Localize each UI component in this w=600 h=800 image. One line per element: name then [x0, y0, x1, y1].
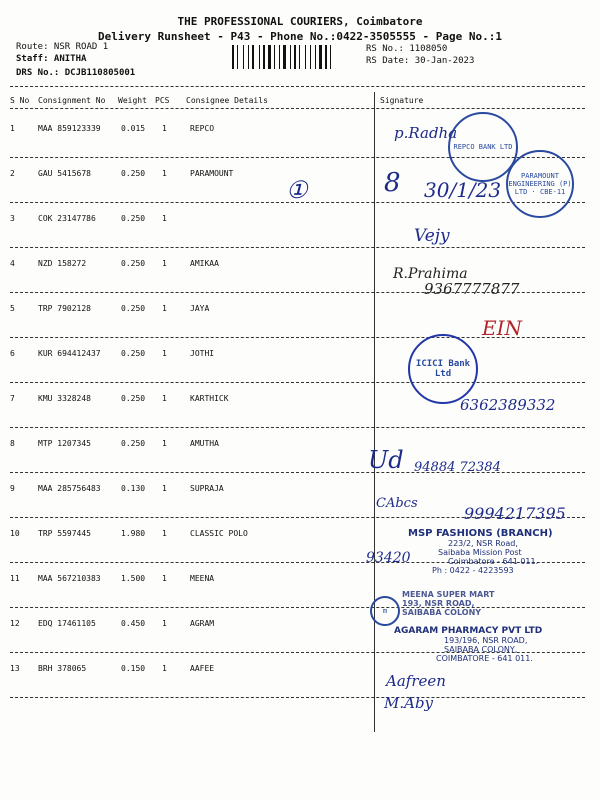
- signature-column-divider: [374, 92, 375, 732]
- row-sno: 5: [10, 304, 15, 313]
- barcode-bar: [252, 45, 254, 69]
- row-consignee: AGRAM: [190, 619, 215, 628]
- row-pcs: 1: [162, 574, 167, 583]
- barcode-bar: [287, 45, 289, 69]
- date-row2: 30/1/23: [424, 178, 502, 202]
- row-consignee: CLASSIC POLO: [190, 529, 248, 538]
- paramount-stamp: PARAMOUNT ENGINEERING (P) LTD · CBE-11: [506, 150, 574, 218]
- col-consignment: Consignment No: [38, 96, 106, 105]
- row-sno: 13: [10, 664, 20, 673]
- row-consignee: AAFEE: [190, 664, 215, 673]
- signature-row13: Aafreen: [386, 672, 446, 690]
- barcode-bar: [248, 45, 249, 69]
- row-pcs: 1: [162, 664, 167, 673]
- col-weight: Weight: [118, 96, 147, 105]
- row-weight: 0.250: [121, 394, 146, 403]
- row-consignment: COK 23147786: [38, 214, 96, 223]
- phone-row8: 94884 72384: [414, 460, 501, 475]
- row-consignment: TRP 7902128: [38, 304, 91, 313]
- barcode-bar: [272, 45, 273, 69]
- row-pcs: 1: [162, 259, 167, 268]
- barcode-bar: [243, 45, 244, 69]
- col-pcs: PCS: [155, 96, 170, 105]
- row-pcs: 1: [162, 619, 167, 628]
- row-consignee: PARAMOUNT: [190, 169, 234, 178]
- row-consignment: KUR 694412437: [38, 349, 101, 358]
- row-sno: 8: [10, 439, 15, 448]
- row-sno: 10: [10, 529, 20, 538]
- barcode-bar: [315, 45, 316, 69]
- barcode-bar: [312, 45, 314, 69]
- circled-mark: ①: [286, 176, 308, 204]
- barcode-bar: [292, 45, 293, 69]
- phone-row7: 6362389332: [460, 396, 556, 414]
- drs-number: DRS No.: DCJB110805001: [16, 68, 136, 78]
- row-pcs: 1: [162, 349, 167, 358]
- barcode-bar: [268, 45, 271, 69]
- phone-row10: 93420: [366, 550, 411, 566]
- barcode-bar: [305, 45, 306, 69]
- signature-row8: Ud: [368, 446, 404, 474]
- row-consignment: MAA 285756483: [38, 484, 101, 493]
- row-pcs: 1: [162, 124, 167, 133]
- row-consignee: JOTHI: [190, 349, 215, 358]
- barcode-bar: [301, 45, 304, 69]
- barcode-bar: [232, 45, 234, 69]
- row-separator: [10, 427, 585, 428]
- barcode-bar: [317, 45, 318, 69]
- row-consignment: EDQ 17461105: [38, 619, 96, 628]
- row-consignment: KMU 3328248: [38, 394, 91, 403]
- row-pcs: 1: [162, 394, 167, 403]
- header-rule-bottom: [10, 108, 585, 109]
- mm-logo-stamp: m: [370, 596, 400, 626]
- row-sno: 3: [10, 214, 15, 223]
- barcode-bar: [250, 45, 251, 69]
- barcode-bar: [237, 45, 238, 69]
- header-rule-top: [10, 86, 585, 87]
- row-weight: 1.980: [121, 529, 146, 538]
- barcode-bar: [283, 45, 286, 69]
- barcode-bar: [325, 45, 327, 69]
- barcode-bar: [239, 45, 242, 69]
- row-consignment: MAA 567210383: [38, 574, 101, 583]
- row-consignment: MTP 1207345: [38, 439, 91, 448]
- barcode-bar: [323, 45, 324, 69]
- row-consignment: NZD 158272: [38, 259, 87, 268]
- barcode-bar: [279, 45, 280, 69]
- barcode-bar: [332, 45, 334, 69]
- row-sno: 12: [10, 619, 20, 628]
- row-weight: 0.250: [121, 169, 146, 178]
- barcode-bar: [297, 45, 298, 69]
- row-weight: 0.250: [121, 349, 146, 358]
- barcode-bar: [259, 45, 260, 69]
- barcode-bar: [281, 45, 282, 69]
- row-sno: 6: [10, 349, 15, 358]
- barcode-bar: [299, 45, 300, 69]
- barcode-bar: [276, 45, 278, 69]
- col-consignee: Consignee Details: [186, 96, 268, 105]
- sheet-title: THE PROFESSIONAL COURIERS, Coimbatore: [177, 15, 423, 28]
- agaram-pharmacy-stamp: AGARAM PHARMACY PVT LTD 193/196, NSR ROAD, SAIBABA COLONY, COIMBATORE - 641 011.: [394, 626, 543, 663]
- signature-row1: p.Radha: [394, 124, 458, 142]
- row-consignment: TRP 5597445: [38, 529, 91, 538]
- row-sno: 7: [10, 394, 15, 403]
- row-consignee: MEENA: [190, 574, 215, 583]
- barcode-bar: [319, 45, 322, 69]
- row-consignee: AMIKAA: [190, 259, 219, 268]
- row-weight: 1.500: [121, 574, 146, 583]
- barcode-bar: [274, 45, 275, 69]
- signature-row13b: M.Aby: [384, 694, 434, 712]
- rs-number: RS No.: 1108050: [366, 44, 448, 54]
- barcode-bar: [263, 45, 265, 69]
- row-pcs: 1: [162, 529, 167, 538]
- ein-mark: EIN: [482, 316, 522, 340]
- row-pcs: 1: [162, 484, 167, 493]
- barcode-bar: [290, 45, 291, 69]
- signature-row2: 8: [384, 168, 401, 198]
- row-separator: [10, 607, 585, 608]
- barcode-bar: [294, 45, 296, 69]
- barcode-bar: [255, 45, 258, 69]
- barcode-bar: [328, 45, 329, 69]
- barcode: [232, 45, 356, 69]
- row-pcs: 1: [162, 304, 167, 313]
- row-pcs: 1: [162, 214, 167, 223]
- col-sno: S No: [10, 96, 30, 105]
- row-separator: [10, 382, 585, 383]
- signature-row9: CAbcs: [376, 496, 418, 511]
- signature-row3: Vejy: [414, 226, 450, 246]
- row-consignee: REPCO: [190, 124, 215, 133]
- rs-date: RS Date: 30-Jan-2023: [366, 56, 475, 66]
- row-consignee: SUPRAJA: [190, 484, 224, 493]
- row-sno: 11: [10, 574, 20, 583]
- row-sno: 1: [10, 124, 15, 133]
- row-weight: 0.450: [121, 619, 146, 628]
- row-pcs: 1: [162, 169, 167, 178]
- staff-label: Staff: ANITHA: [16, 54, 87, 64]
- col-signature: Signature: [380, 96, 424, 105]
- row-weight: 0.250: [121, 259, 146, 268]
- barcode-bar: [245, 45, 247, 69]
- row-sno: 9: [10, 484, 15, 493]
- row-weight: 0.250: [121, 439, 146, 448]
- row-weight: 0.250: [121, 304, 146, 313]
- meena-super-mart-stamp: MEENA SUPER MART 193, NSR ROAD, SAIBABA COLONY: [402, 590, 495, 617]
- row-weight: 0.250: [121, 214, 146, 223]
- row-consignment: BRH 378065: [38, 664, 87, 673]
- icici-bank-stamp: ICICI Bank Ltd: [408, 334, 478, 404]
- row-consignee: JAYA: [190, 304, 210, 313]
- barcode-bar: [261, 45, 262, 69]
- row-consignee: AMUTHA: [190, 439, 219, 448]
- row-sno: 2: [10, 169, 15, 178]
- row-weight: 0.015: [121, 124, 146, 133]
- barcode-bar: [235, 45, 236, 69]
- row-separator: [10, 247, 585, 248]
- row-weight: 0.150: [121, 664, 146, 673]
- barcode-bar: [310, 45, 311, 69]
- signature-row4: R.Prahima: [393, 266, 468, 282]
- route-label: Route: NSR ROAD 1: [16, 42, 109, 52]
- row-sno: 4: [10, 259, 15, 268]
- phone-row4: 9367777877: [424, 280, 520, 298]
- repco-bank-stamp: REPCO BANK LTD: [448, 112, 518, 182]
- row-pcs: 1: [162, 439, 167, 448]
- row-separator: [10, 697, 585, 698]
- phone-row9: 9994217395: [464, 504, 566, 523]
- row-consignment: MAA 859123339: [38, 124, 101, 133]
- barcode-bar: [307, 45, 309, 69]
- row-weight: 0.130: [121, 484, 146, 493]
- msp-fashions-stamp: MSP FASHIONS (BRANCH) 223/2, NSR Road, Saibaba Mission Post Coimbatore - 641 011. Ph : 0422 - 4223593: [408, 528, 553, 575]
- sheet-subtitle: Delivery Runsheet - P43 - Phone No.:0422-3505555 - Page No.:1: [98, 30, 502, 43]
- row-consignment: GAU 5415678: [38, 169, 91, 178]
- barcode-bar: [330, 45, 331, 69]
- barcode-bar: [266, 45, 267, 69]
- row-consignee: KARTHICK: [190, 394, 229, 403]
